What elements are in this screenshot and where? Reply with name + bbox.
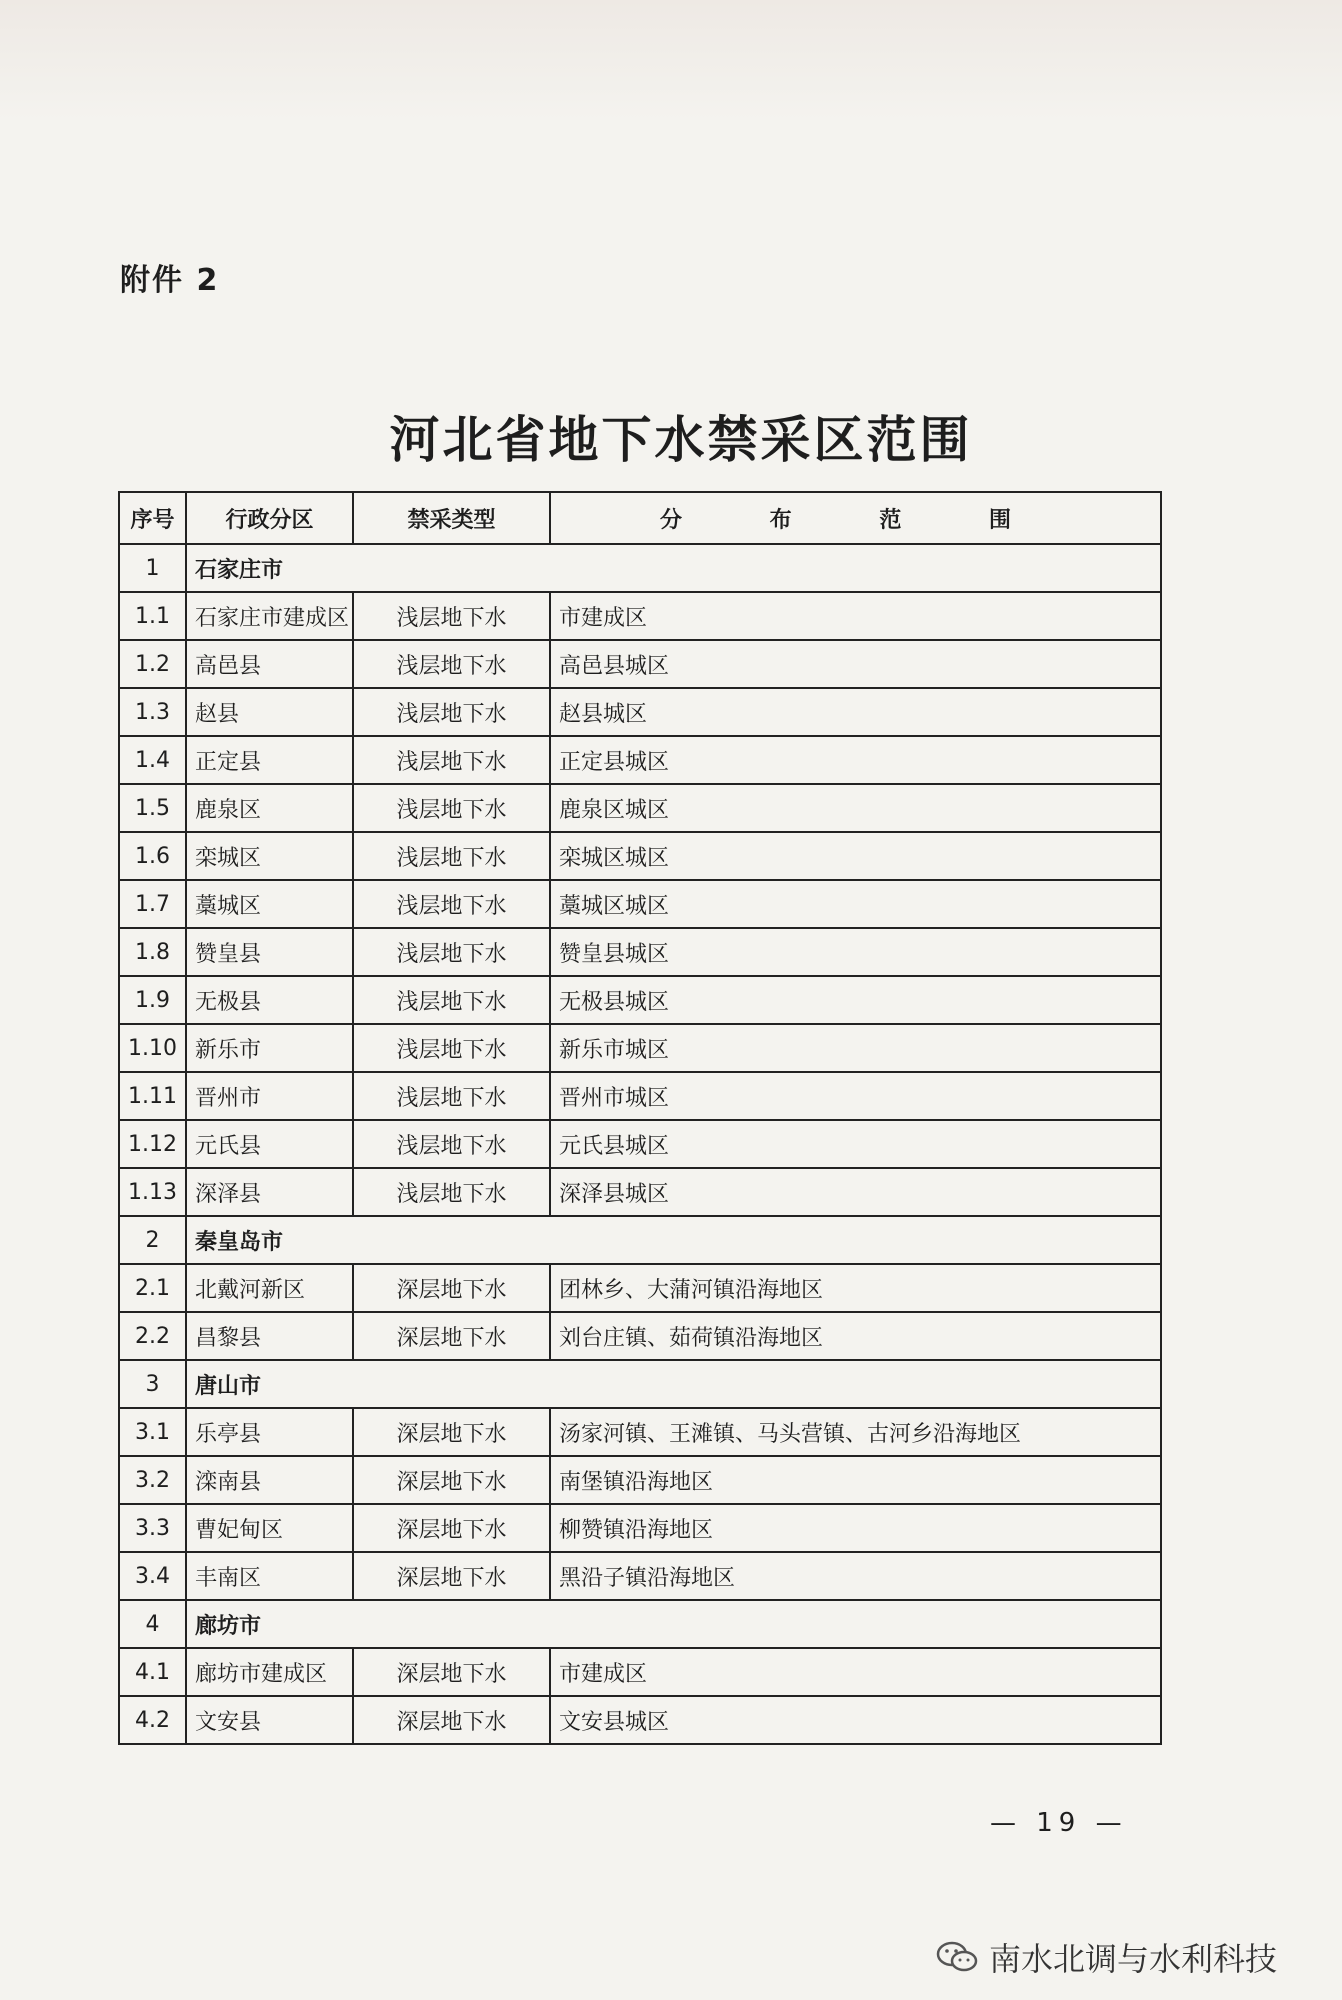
table-row: [119, 1408, 1161, 1456]
city-name: 唐山市: [186, 1360, 1161, 1408]
watermark: [935, 1934, 1277, 1980]
table-row: [119, 1312, 1161, 1360]
distribution-range: 汤家河镇、王滩镇、马头营镇、古河乡沿海地区: [550, 1408, 1161, 1456]
distribution-range: 市建成区: [550, 1648, 1161, 1696]
scan-shadow: [0, 0, 1342, 120]
ban-type: 浅层地下水: [353, 832, 550, 880]
wechat-icon: [935, 1939, 979, 1975]
distribution-range: 刘台庄镇、茹荷镇沿海地区: [550, 1312, 1161, 1360]
table-header-row: [119, 492, 1161, 544]
city-row: [119, 544, 1161, 592]
ban-type: 浅层地下水: [353, 880, 550, 928]
ban-type: 浅层地下水: [353, 784, 550, 832]
distribution-range: 深泽县城区: [550, 1168, 1161, 1216]
ban-type: 浅层地下水: [353, 928, 550, 976]
city-name: 秦皇岛市: [186, 1216, 1161, 1264]
district-name: 栾城区: [186, 832, 353, 880]
district-name: 曹妃甸区: [186, 1504, 353, 1552]
district-name: 滦南县: [186, 1456, 353, 1504]
table-row: [119, 832, 1161, 880]
row-number: 1.7: [119, 880, 186, 928]
district-name: 无极县: [186, 976, 353, 1024]
distribution-range: 栾城区城区: [550, 832, 1161, 880]
city-row: [119, 1600, 1161, 1648]
row-number: 2.1: [119, 1264, 186, 1312]
district-name: 赞皇县: [186, 928, 353, 976]
row-number: 1.12: [119, 1120, 186, 1168]
ban-type: 深层地下水: [353, 1648, 550, 1696]
district-name: 丰南区: [186, 1552, 353, 1600]
district-name: 高邑县: [186, 640, 353, 688]
header-no: 序号: [119, 492, 186, 544]
table-row: [119, 1024, 1161, 1072]
row-number: 4: [119, 1600, 186, 1648]
row-number: 1.11: [119, 1072, 186, 1120]
distribution-range: 南堡镇沿海地区: [550, 1456, 1161, 1504]
distribution-range: 赵县城区: [550, 688, 1161, 736]
district-name: 北戴河新区: [186, 1264, 353, 1312]
city-row: [119, 1360, 1161, 1408]
header-range: 分 布 范 围: [550, 492, 1161, 544]
distribution-range: 赞皇县城区: [550, 928, 1161, 976]
district-name: 文安县: [186, 1696, 353, 1744]
page-number: — 19 —: [990, 1808, 1128, 1838]
distribution-range: 高邑县城区: [550, 640, 1161, 688]
ban-type: 浅层地下水: [353, 1024, 550, 1072]
distribution-range: 鹿泉区城区: [550, 784, 1161, 832]
table-row: [119, 640, 1161, 688]
table-row: [119, 784, 1161, 832]
row-number: 1.5: [119, 784, 186, 832]
district-name: 昌黎县: [186, 1312, 353, 1360]
ban-type: 浅层地下水: [353, 592, 550, 640]
ban-type: 浅层地下水: [353, 1072, 550, 1120]
row-number: 3.3: [119, 1504, 186, 1552]
ban-type: 深层地下水: [353, 1408, 550, 1456]
table-row: [119, 1648, 1161, 1696]
distribution-range: 新乐市城区: [550, 1024, 1161, 1072]
city-row: [119, 1216, 1161, 1264]
table-row: [119, 1072, 1161, 1120]
ban-type: 深层地下水: [353, 1312, 550, 1360]
row-number: 3.2: [119, 1456, 186, 1504]
distribution-range: 团林乡、大蒲河镇沿海地区: [550, 1264, 1161, 1312]
row-number: 1.3: [119, 688, 186, 736]
district-name: 廊坊市建成区: [186, 1648, 353, 1696]
table-row: [119, 1456, 1161, 1504]
distribution-range: 文安县城区: [550, 1696, 1161, 1744]
row-number: 1.8: [119, 928, 186, 976]
page-title: 河北省地下水禁采区范围: [389, 410, 973, 469]
ban-type: 深层地下水: [353, 1696, 550, 1744]
table-row: [119, 1696, 1161, 1744]
distribution-range: 无极县城区: [550, 976, 1161, 1024]
distribution-range: 柳赞镇沿海地区: [550, 1504, 1161, 1552]
district-name: 深泽县: [186, 1168, 353, 1216]
distribution-range: 晋州市城区: [550, 1072, 1161, 1120]
row-number: 1.1: [119, 592, 186, 640]
row-number: 1.2: [119, 640, 186, 688]
table-row: [119, 592, 1161, 640]
table-row: [119, 928, 1161, 976]
groundwater-ban-table: [118, 491, 1162, 1745]
row-number: 1.6: [119, 832, 186, 880]
distribution-range: 黑沿子镇沿海地区: [550, 1552, 1161, 1600]
distribution-range: 正定县城区: [550, 736, 1161, 784]
ban-type: 深层地下水: [353, 1456, 550, 1504]
district-name: 石家庄市建成区: [186, 592, 353, 640]
row-number: 1.4: [119, 736, 186, 784]
table-row: [119, 1120, 1161, 1168]
row-number: 4.1: [119, 1648, 186, 1696]
city-name: 石家庄市: [186, 544, 1161, 592]
row-number: 1.9: [119, 976, 186, 1024]
ban-type: 深层地下水: [353, 1264, 550, 1312]
row-number: 1.10: [119, 1024, 186, 1072]
district-name: 元氏县: [186, 1120, 353, 1168]
ban-type: 深层地下水: [353, 1504, 550, 1552]
row-number: 1: [119, 544, 186, 592]
row-number: 1.13: [119, 1168, 186, 1216]
district-name: 晋州市: [186, 1072, 353, 1120]
table-row: [119, 880, 1161, 928]
table-row: [119, 736, 1161, 784]
table-row: [119, 688, 1161, 736]
district-name: 正定县: [186, 736, 353, 784]
row-number: 2.2: [119, 1312, 186, 1360]
table-row: [119, 1504, 1161, 1552]
ban-type: 浅层地下水: [353, 688, 550, 736]
row-number: 3.4: [119, 1552, 186, 1600]
table-body: [119, 544, 1161, 1744]
district-name: 赵县: [186, 688, 353, 736]
ban-type: 浅层地下水: [353, 976, 550, 1024]
district-name: 藁城区: [186, 880, 353, 928]
table-row: [119, 1168, 1161, 1216]
row-number: 2: [119, 1216, 186, 1264]
table-row: [119, 976, 1161, 1024]
header-district: 行政分区: [186, 492, 353, 544]
row-number: 3: [119, 1360, 186, 1408]
district-name: 鹿泉区: [186, 784, 353, 832]
table-row: [119, 1552, 1161, 1600]
distribution-range: 藁城区城区: [550, 880, 1161, 928]
ban-type: 浅层地下水: [353, 736, 550, 784]
table-row: [119, 1264, 1161, 1312]
header-type: 禁采类型: [353, 492, 550, 544]
district-name: 新乐市: [186, 1024, 353, 1072]
district-name: 乐亭县: [186, 1408, 353, 1456]
ban-type: 浅层地下水: [353, 1168, 550, 1216]
ban-type: 浅层地下水: [353, 640, 550, 688]
attachment-label: 附件 2: [120, 263, 220, 298]
watermark-text: 南水北调与水利科技: [989, 1940, 1278, 1978]
ban-type: 浅层地下水: [353, 1120, 550, 1168]
row-number: 4.2: [119, 1696, 186, 1744]
ban-type: 深层地下水: [353, 1552, 550, 1600]
city-name: 廊坊市: [186, 1600, 1161, 1648]
row-number: 3.1: [119, 1408, 186, 1456]
distribution-range: 元氏县城区: [550, 1120, 1161, 1168]
distribution-range: 市建成区: [550, 592, 1161, 640]
